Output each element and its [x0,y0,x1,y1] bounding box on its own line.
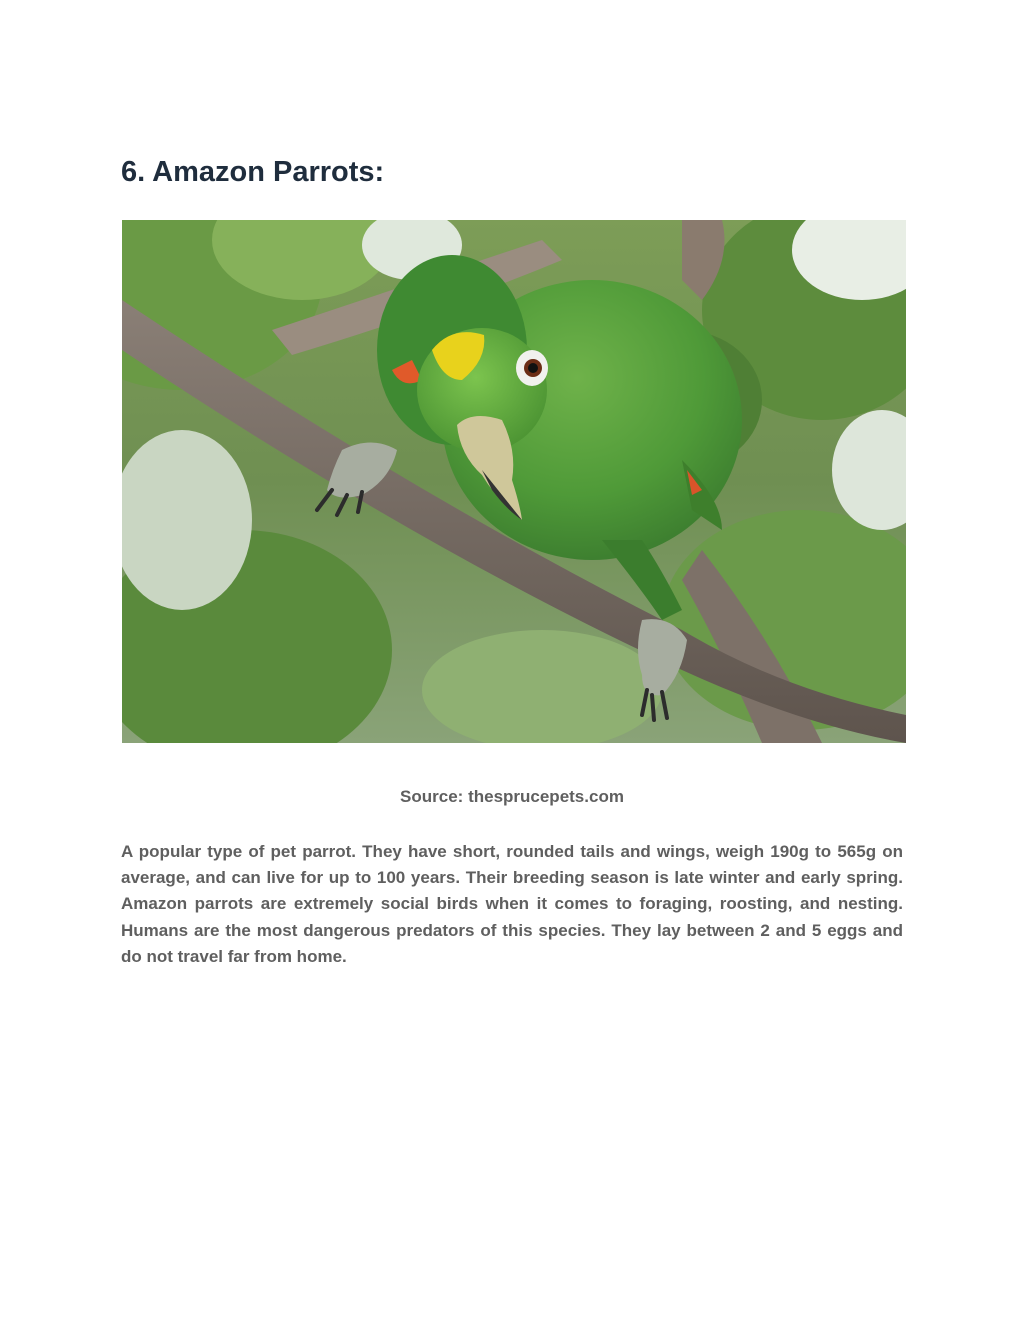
description-paragraph: A popular type of pet parrot. They have short, rounded tails and wings, weigh 190g to 565g on average, and can live for up to 100 years. Their breeding season is late winter and early spring. Amazon parrots are extremely social birds when it comes to foraging, roosting, and nesting. Humans are the most dangerous predators of this species. They lay between 2 and 5 eggs and do not travel far from home. [121,842,903,966]
section-heading: 6. Amazon Parrots: [121,156,385,188]
parrot-illustration [122,220,906,743]
parrot-photo [122,220,906,743]
image-caption: Source: thesprucepets.com [400,787,624,806]
